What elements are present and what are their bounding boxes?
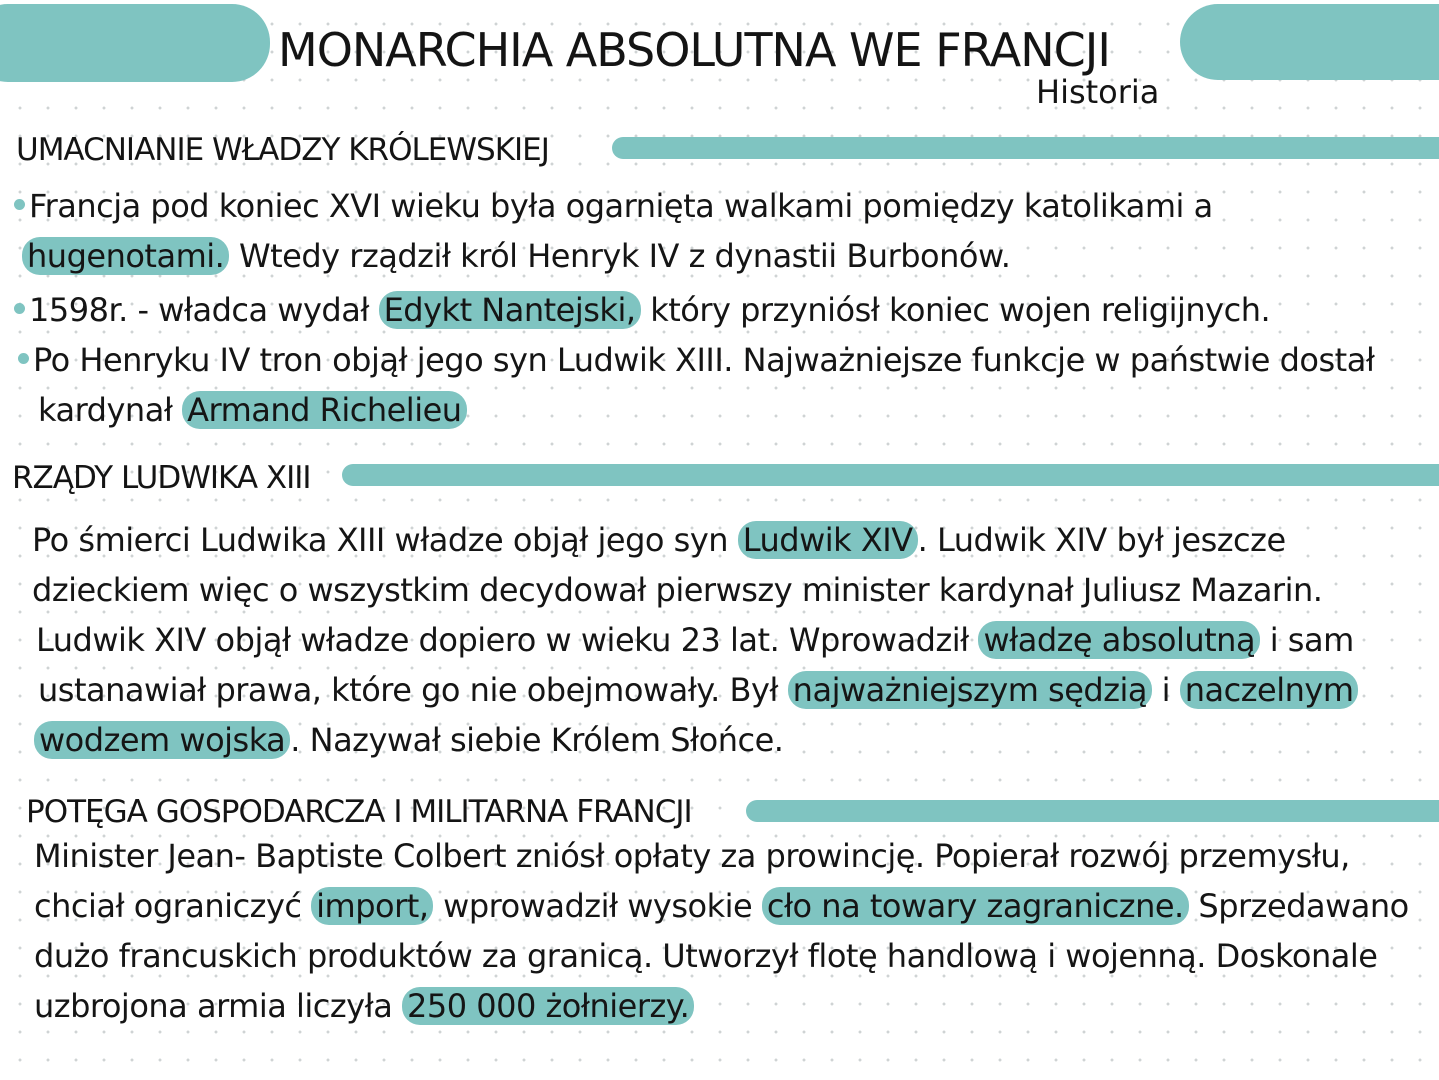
section-2-line-1: Po śmierci Ludwika XIII władze objął jego syn Ludwik XIV . Ludwik XIV był jeszcze [32,521,1286,559]
highlight-armand-richelieu: Armand Richelieu [182,391,466,429]
section-2-line-4: ustanawiał prawa, które go nie obejmowały. Był najważniejszym sędzią i naczelnym [38,668,1358,712]
section-2-line-5: wodzem wojska . Nazywał siebie Królem Słońce. [34,718,783,762]
section-1-line-1: Francja pod koniec XVI wieku była ogarnięta walkami pomiędzy katolikami a [14,184,1213,228]
bullet-icon [14,303,25,314]
highlight-clo-na-towary: cło na towary zagraniczne. [762,887,1189,925]
section-2-line-2: dzieckiem więc o wszystkim decydował pierwszy minister kardynał Juliusz Mazarin. [32,571,1323,609]
section-heading-2-bar [342,464,1439,486]
highlight-import: import, [311,887,433,925]
title-decoration-left [0,4,270,82]
section-heading-2: RZĄDY LUDWIKA XIII [12,460,311,496]
bullet-icon [14,199,25,210]
subject-label: Historia [1036,73,1160,111]
bullet-icon [18,353,29,364]
section-3-line-4: uzbrojona armia liczyła 250 000 żołnierzy. [34,984,694,1028]
highlight-najwazniejszym-sedzia: najważniejszym sędzią [788,671,1152,709]
highlight-edykt-nantejski: Edykt Nantejski, [379,291,641,329]
section-heading-1: UMACNIANIE WŁADZY KRÓLEWSKIEJ [16,132,549,168]
section-3-line-3: dużo francuskich produktów za granicą. Utworzył flotę handlową i wojenną. Doskonale [34,937,1378,975]
highlight-250000-zolnierzy: 250 000 żołnierzy. [402,987,694,1025]
section-heading-3-bar [746,800,1439,822]
section-heading-3: POTĘGA GOSPODARCZA I MILITARNA FRANCJI [26,794,692,830]
section-3-line-2: chciał ograniczyć import, wprowadził wysokie cło na towary zagraniczne. Sprzedawano [34,887,1409,925]
page-title: MONARCHIA ABSOLUTNA WE FRANCJI [278,23,1110,77]
section-1-line-3: 1598r. - władca wydał Edykt Nantejski, który przyniósł koniec wojen religijnych. [14,288,1270,332]
highlight-wladze-absolutna: władzę absolutną [978,621,1260,659]
section-1-line-2: hugenotami. Wtedy rządził król Henryk IV z dynastii Burbonów. [22,234,1010,278]
section-heading-1-bar [612,137,1439,159]
section-1-line-4: Po Henryku IV tron objął jego syn Ludwik XIII. Najważniejsze funkcje w państwie dostał [18,338,1374,382]
highlight-hugenotami: hugenotami. [22,237,229,275]
highlight-ludwik-xiv: Ludwik XIV [738,521,918,559]
section-1-line-5: kardynał Armand Richelieu [38,388,467,432]
section-2-line-3: Ludwik XIV objął władze dopiero w wieku 23 lat. Wprowadził władzę absolutną i sam [36,621,1354,659]
highlight-naczelnym: naczelnym [1180,671,1359,709]
highlight-wodzem-wojska: wodzem wojska [34,721,290,759]
section-3-line-1: Minister Jean- Baptiste Colbert zniósł opłaty za prowincję. Popierał rozwój przemysłu, [34,837,1350,875]
title-decoration-right [1180,4,1439,80]
